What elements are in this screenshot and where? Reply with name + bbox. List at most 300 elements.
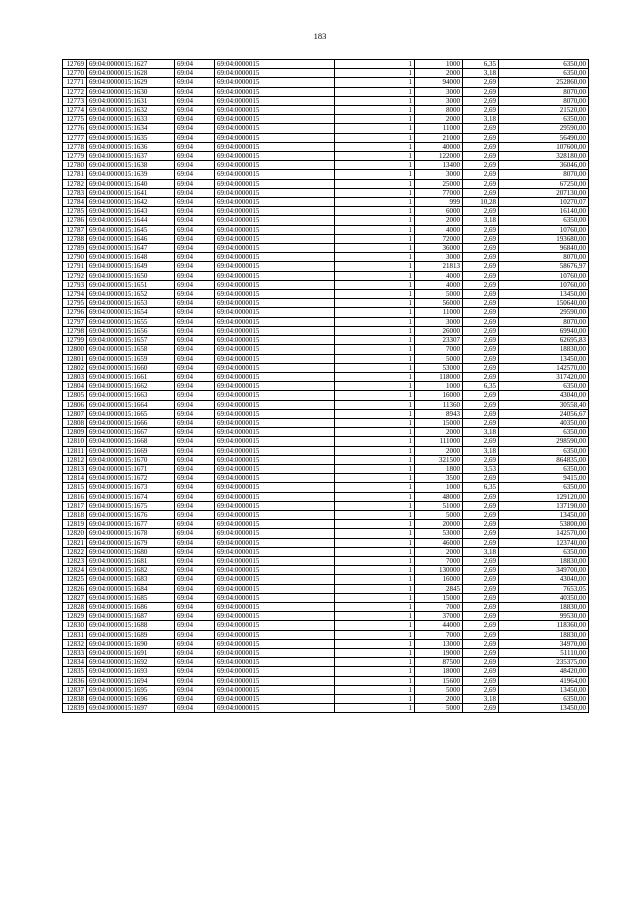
district-code-cell: 69:04 xyxy=(175,630,215,639)
cadastral-number-cell: 69:04:0000015:1628 xyxy=(87,69,175,78)
rate-cell: 2,69 xyxy=(463,170,499,179)
cadastral-number-cell: 69:04:0000015:1660 xyxy=(87,363,175,372)
rate-cell: 2,69 xyxy=(463,308,499,317)
cadastral-value-cell: 13450,00 xyxy=(499,704,589,713)
table-row xyxy=(63,584,589,593)
cadastral-value-cell: 13450,00 xyxy=(499,510,589,519)
table-row xyxy=(63,225,589,234)
quarter-code-cell: 69:04:0000015 xyxy=(215,400,335,409)
cadastral-number-cell: 69:04:0000015:1656 xyxy=(87,326,175,335)
cadastral-number-cell: 69:04:0000015:1646 xyxy=(87,234,175,243)
cadastral-value-cell: 18830,00 xyxy=(499,345,589,354)
area-cell: 2000 xyxy=(415,547,463,556)
cadastral-number-cell: 69:04:0000015:1695 xyxy=(87,685,175,694)
cadastral-value-cell: 8070,00 xyxy=(499,253,589,262)
district-code-cell: 69:04 xyxy=(175,262,215,271)
table-row xyxy=(63,308,589,317)
table-row xyxy=(63,96,589,105)
cadastral-value-cell: 193680,00 xyxy=(499,234,589,243)
row-number-cell: 12800 xyxy=(63,345,87,354)
area-cell: 23307 xyxy=(415,336,463,345)
cadastral-number-cell: 69:04:0000015:1679 xyxy=(87,538,175,547)
row-number-cell: 12782 xyxy=(63,179,87,188)
count-cell: 1 xyxy=(335,326,415,335)
quarter-code-cell: 69:04:0000015 xyxy=(215,336,335,345)
rate-cell: 2,69 xyxy=(463,317,499,326)
quarter-code-cell: 69:04:0000015 xyxy=(215,170,335,179)
cadastral-value-cell: 40350,00 xyxy=(499,418,589,427)
quarter-code-cell: 69:04:0000015 xyxy=(215,409,335,418)
quarter-code-cell: 69:04:0000015 xyxy=(215,69,335,78)
area-cell: 4000 xyxy=(415,225,463,234)
cadastral-number-cell: 69:04:0000015:1672 xyxy=(87,474,175,483)
row-number-cell: 12825 xyxy=(63,575,87,584)
count-cell: 1 xyxy=(335,382,415,391)
district-code-cell: 69:04 xyxy=(175,612,215,621)
cadastral-number-cell: 69:04:0000015:1678 xyxy=(87,529,175,538)
district-code-cell: 69:04 xyxy=(175,106,215,115)
cadastral-number-cell: 69:04:0000015:1635 xyxy=(87,133,175,142)
area-cell: 2000 xyxy=(415,216,463,225)
cadastral-value-cell: 8070,00 xyxy=(499,317,589,326)
area-cell: 1000 xyxy=(415,60,463,69)
count-cell: 1 xyxy=(335,446,415,455)
count-cell: 1 xyxy=(335,133,415,142)
page-number: 183 xyxy=(313,31,327,41)
count-cell: 1 xyxy=(335,115,415,124)
count-cell: 1 xyxy=(335,428,415,437)
district-code-cell: 69:04 xyxy=(175,474,215,483)
area-cell: 37000 xyxy=(415,612,463,621)
quarter-code-cell: 69:04:0000015 xyxy=(215,704,335,713)
cadastral-number-cell: 69:04:0000015:1687 xyxy=(87,612,175,621)
row-number-cell: 12773 xyxy=(63,96,87,105)
cadastral-number-cell: 69:04:0000015:1668 xyxy=(87,437,175,446)
cadastral-value-cell: 298590,00 xyxy=(499,437,589,446)
rate-cell: 2,69 xyxy=(463,492,499,501)
cadastral-value-cell: 9415,00 xyxy=(499,474,589,483)
table-row xyxy=(63,428,589,437)
district-code-cell: 69:04 xyxy=(175,492,215,501)
row-number-cell: 12770 xyxy=(63,69,87,78)
cadastral-number-cell: 69:04:0000015:1664 xyxy=(87,400,175,409)
count-cell: 1 xyxy=(335,602,415,611)
cadastral-value-cell: 43040,00 xyxy=(499,575,589,584)
area-cell: 118000 xyxy=(415,372,463,381)
cadastral-value-cell: 6350,00 xyxy=(499,547,589,556)
district-code-cell: 69:04 xyxy=(175,602,215,611)
cadastral-number-cell: 69:04:0000015:1636 xyxy=(87,142,175,151)
row-number-cell: 12789 xyxy=(63,244,87,253)
rate-cell: 2,69 xyxy=(463,520,499,529)
cadastral-number-cell: 69:04:0000015:1674 xyxy=(87,492,175,501)
table-row xyxy=(63,253,589,262)
cadastral-value-cell: 24056,67 xyxy=(499,409,589,418)
area-cell: 20000 xyxy=(415,520,463,529)
rate-cell: 2,69 xyxy=(463,538,499,547)
table-row xyxy=(63,649,589,658)
area-cell: 7000 xyxy=(415,556,463,565)
cadastral-value-cell: 67250,00 xyxy=(499,179,589,188)
table-row xyxy=(63,538,589,547)
rate-cell: 2,69 xyxy=(463,354,499,363)
district-code-cell: 69:04 xyxy=(175,667,215,676)
rate-cell: 2,69 xyxy=(463,529,499,538)
count-cell: 1 xyxy=(335,96,415,105)
area-cell: 16000 xyxy=(415,391,463,400)
cadastral-value-table xyxy=(62,59,589,713)
area-cell: 94000 xyxy=(415,78,463,87)
cadastral-number-cell: 69:04:0000015:1657 xyxy=(87,336,175,345)
district-code-cell: 69:04 xyxy=(175,372,215,381)
area-cell: 5000 xyxy=(415,704,463,713)
rate-cell: 3,53 xyxy=(463,464,499,473)
count-cell: 1 xyxy=(335,474,415,483)
area-cell: 77000 xyxy=(415,188,463,197)
row-number-cell: 12835 xyxy=(63,667,87,676)
count-cell: 1 xyxy=(335,87,415,96)
rate-cell: 6,35 xyxy=(463,60,499,69)
cadastral-value-cell: 8070,00 xyxy=(499,170,589,179)
cadastral-number-cell: 69:04:0000015:1677 xyxy=(87,520,175,529)
table-row xyxy=(63,115,589,124)
count-cell: 1 xyxy=(335,262,415,271)
table-row xyxy=(63,179,589,188)
row-number-cell: 12810 xyxy=(63,437,87,446)
district-code-cell: 69:04 xyxy=(175,409,215,418)
rate-cell: 2,69 xyxy=(463,262,499,271)
row-number-cell: 12832 xyxy=(63,639,87,648)
rate-cell: 2,69 xyxy=(463,253,499,262)
area-cell: 44000 xyxy=(415,621,463,630)
table-row xyxy=(63,152,589,161)
cadastral-value-cell: 6350,00 xyxy=(499,382,589,391)
quarter-code-cell: 69:04:0000015 xyxy=(215,446,335,455)
count-cell: 1 xyxy=(335,575,415,584)
quarter-code-cell: 69:04:0000015 xyxy=(215,345,335,354)
row-number-cell: 12774 xyxy=(63,106,87,115)
district-code-cell: 69:04 xyxy=(175,225,215,234)
rate-cell: 2,69 xyxy=(463,161,499,170)
table-row xyxy=(63,474,589,483)
quarter-code-cell: 69:04:0000015 xyxy=(215,326,335,335)
cadastral-number-cell: 69:04:0000015:1680 xyxy=(87,547,175,556)
quarter-code-cell: 69:04:0000015 xyxy=(215,649,335,658)
district-code-cell: 69:04 xyxy=(175,198,215,207)
quarter-code-cell: 69:04:0000015 xyxy=(215,207,335,216)
cadastral-value-cell: 6350,00 xyxy=(499,428,589,437)
table-row xyxy=(63,464,589,473)
table-row xyxy=(63,667,589,676)
area-cell: 36000 xyxy=(415,244,463,253)
district-code-cell: 69:04 xyxy=(175,556,215,565)
area-cell: 51000 xyxy=(415,501,463,510)
row-number-cell: 12815 xyxy=(63,483,87,492)
area-cell: 5000 xyxy=(415,685,463,694)
rate-cell: 2,69 xyxy=(463,621,499,630)
count-cell: 1 xyxy=(335,556,415,565)
count-cell: 1 xyxy=(335,483,415,492)
quarter-code-cell: 69:04:0000015 xyxy=(215,142,335,151)
row-number-cell: 12828 xyxy=(63,602,87,611)
row-number-cell: 12829 xyxy=(63,612,87,621)
row-number-cell: 12821 xyxy=(63,538,87,547)
row-number-cell: 12790 xyxy=(63,253,87,262)
quarter-code-cell: 69:04:0000015 xyxy=(215,639,335,648)
row-number-cell: 12816 xyxy=(63,492,87,501)
row-number-cell: 12807 xyxy=(63,409,87,418)
row-number-cell: 12778 xyxy=(63,142,87,151)
cadastral-value-cell: 8070,00 xyxy=(499,87,589,96)
rate-cell: 3,18 xyxy=(463,547,499,556)
area-cell: 111000 xyxy=(415,437,463,446)
quarter-code-cell: 69:04:0000015 xyxy=(215,510,335,519)
area-cell: 26000 xyxy=(415,326,463,335)
rate-cell: 2,69 xyxy=(463,345,499,354)
cadastral-number-cell: 69:04:0000015:1641 xyxy=(87,188,175,197)
count-cell: 1 xyxy=(335,188,415,197)
rate-cell: 2,69 xyxy=(463,391,499,400)
rate-cell: 2,69 xyxy=(463,639,499,648)
area-cell: 16000 xyxy=(415,575,463,584)
cadastral-value-cell: 29590,00 xyxy=(499,308,589,317)
table-row xyxy=(63,695,589,704)
cadastral-value-cell: 137190,00 xyxy=(499,501,589,510)
quarter-code-cell: 69:04:0000015 xyxy=(215,556,335,565)
rate-cell: 2,69 xyxy=(463,630,499,639)
count-cell: 1 xyxy=(335,271,415,280)
table-row xyxy=(63,446,589,455)
cadastral-number-cell: 69:04:0000015:1675 xyxy=(87,501,175,510)
district-code-cell: 69:04 xyxy=(175,345,215,354)
quarter-code-cell: 69:04:0000015 xyxy=(215,354,335,363)
cadastral-number-cell: 69:04:0000015:1691 xyxy=(87,649,175,658)
district-code-cell: 69:04 xyxy=(175,400,215,409)
quarter-code-cell: 69:04:0000015 xyxy=(215,483,335,492)
count-cell: 1 xyxy=(335,593,415,602)
rate-cell: 2,69 xyxy=(463,501,499,510)
row-number-cell: 12787 xyxy=(63,225,87,234)
cadastral-value-cell: 123740,00 xyxy=(499,538,589,547)
count-cell: 1 xyxy=(335,198,415,207)
quarter-code-cell: 69:04:0000015 xyxy=(215,391,335,400)
table-row xyxy=(63,161,589,170)
cadastral-number-cell: 69:04:0000015:1689 xyxy=(87,630,175,639)
table-row xyxy=(63,69,589,78)
row-number-cell: 12786 xyxy=(63,216,87,225)
row-number-cell: 12838 xyxy=(63,695,87,704)
rate-cell: 2,69 xyxy=(463,188,499,197)
quarter-code-cell: 69:04:0000015 xyxy=(215,685,335,694)
table-row xyxy=(63,299,589,308)
count-cell: 1 xyxy=(335,639,415,648)
row-number-cell: 12795 xyxy=(63,299,87,308)
table-row xyxy=(63,78,589,87)
district-code-cell: 69:04 xyxy=(175,418,215,427)
row-number-cell: 12823 xyxy=(63,556,87,565)
district-code-cell: 69:04 xyxy=(175,317,215,326)
area-cell: 321500 xyxy=(415,455,463,464)
count-cell: 1 xyxy=(335,345,415,354)
district-code-cell: 69:04 xyxy=(175,510,215,519)
quarter-code-cell: 69:04:0000015 xyxy=(215,244,335,253)
district-code-cell: 69:04 xyxy=(175,501,215,510)
row-number-cell: 12784 xyxy=(63,198,87,207)
cadastral-value-cell: 8070,00 xyxy=(499,96,589,105)
cadastral-number-cell: 69:04:0000015:1692 xyxy=(87,658,175,667)
row-number-cell: 12819 xyxy=(63,520,87,529)
table-row xyxy=(63,510,589,519)
quarter-code-cell: 69:04:0000015 xyxy=(215,216,335,225)
district-code-cell: 69:04 xyxy=(175,336,215,345)
district-code-cell: 69:04 xyxy=(175,695,215,704)
table-row xyxy=(63,593,589,602)
area-cell: 11000 xyxy=(415,124,463,133)
rate-cell: 10,28 xyxy=(463,198,499,207)
cadastral-value-cell: 53800,00 xyxy=(499,520,589,529)
count-cell: 1 xyxy=(335,363,415,372)
count-cell: 1 xyxy=(335,667,415,676)
cadastral-value-cell: 40350,00 xyxy=(499,593,589,602)
row-number-cell: 12831 xyxy=(63,630,87,639)
count-cell: 1 xyxy=(335,161,415,170)
quarter-code-cell: 69:04:0000015 xyxy=(215,658,335,667)
area-cell: 72000 xyxy=(415,234,463,243)
district-code-cell: 69:04 xyxy=(175,244,215,253)
area-cell: 3000 xyxy=(415,317,463,326)
cadastral-value-cell: 6350,00 xyxy=(499,695,589,704)
district-code-cell: 69:04 xyxy=(175,428,215,437)
district-code-cell: 69:04 xyxy=(175,391,215,400)
row-number-cell: 12799 xyxy=(63,336,87,345)
cadastral-value-cell: 235375,00 xyxy=(499,658,589,667)
table-row xyxy=(63,492,589,501)
rate-cell: 2,69 xyxy=(463,336,499,345)
district-code-cell: 69:04 xyxy=(175,60,215,69)
quarter-code-cell: 69:04:0000015 xyxy=(215,602,335,611)
quarter-code-cell: 69:04:0000015 xyxy=(215,584,335,593)
row-number-cell: 12820 xyxy=(63,529,87,538)
cadastral-number-cell: 69:04:0000015:1634 xyxy=(87,124,175,133)
district-code-cell: 69:04 xyxy=(175,538,215,547)
cadastral-value-cell: 13450,00 xyxy=(499,685,589,694)
cadastral-number-cell: 69:04:0000015:1639 xyxy=(87,170,175,179)
cadastral-number-cell: 69:04:0000015:1659 xyxy=(87,354,175,363)
count-cell: 1 xyxy=(335,78,415,87)
row-number-cell: 12827 xyxy=(63,593,87,602)
row-number-cell: 12822 xyxy=(63,547,87,556)
area-cell: 21813 xyxy=(415,262,463,271)
rate-cell: 2,69 xyxy=(463,142,499,151)
table-row xyxy=(63,391,589,400)
cadastral-value-cell: 6350,00 xyxy=(499,446,589,455)
table-row xyxy=(63,455,589,464)
count-cell: 1 xyxy=(335,547,415,556)
quarter-code-cell: 69:04:0000015 xyxy=(215,152,335,161)
cadastral-value-cell: 6350,00 xyxy=(499,69,589,78)
cadastral-number-cell: 69:04:0000015:1640 xyxy=(87,179,175,188)
count-cell: 1 xyxy=(335,179,415,188)
count-cell: 1 xyxy=(335,584,415,593)
quarter-code-cell: 69:04:0000015 xyxy=(215,280,335,289)
cadastral-value-cell: 10270,07 xyxy=(499,198,589,207)
row-number-cell: 12793 xyxy=(63,280,87,289)
table-row xyxy=(63,170,589,179)
row-number-cell: 12826 xyxy=(63,584,87,593)
table-row xyxy=(63,262,589,271)
row-number-cell: 12797 xyxy=(63,317,87,326)
quarter-code-cell: 69:04:0000015 xyxy=(215,621,335,630)
row-number-cell: 12818 xyxy=(63,510,87,519)
district-code-cell: 69:04 xyxy=(175,152,215,161)
cadastral-value-cell: 48420,00 xyxy=(499,667,589,676)
row-number-cell: 12836 xyxy=(63,676,87,685)
quarter-code-cell: 69:04:0000015 xyxy=(215,575,335,584)
cadastral-number-cell: 69:04:0000015:1676 xyxy=(87,510,175,519)
table-row xyxy=(63,133,589,142)
quarter-code-cell: 69:04:0000015 xyxy=(215,428,335,437)
district-code-cell: 69:04 xyxy=(175,584,215,593)
district-code-cell: 69:04 xyxy=(175,354,215,363)
row-number-cell: 12772 xyxy=(63,87,87,96)
rate-cell: 6,35 xyxy=(463,382,499,391)
cadastral-number-cell: 69:04:0000015:1669 xyxy=(87,446,175,455)
cadastral-value-cell: 10760,00 xyxy=(499,225,589,234)
table-row xyxy=(63,354,589,363)
count-cell: 1 xyxy=(335,510,415,519)
rate-cell: 2,69 xyxy=(463,124,499,133)
rate-cell: 2,69 xyxy=(463,225,499,234)
cadastral-value-cell: 43040,00 xyxy=(499,391,589,400)
area-cell: 4000 xyxy=(415,280,463,289)
cadastral-value-cell: 7653,05 xyxy=(499,584,589,593)
quarter-code-cell: 69:04:0000015 xyxy=(215,133,335,142)
count-cell: 1 xyxy=(335,60,415,69)
cadastral-value-cell: 118360,00 xyxy=(499,621,589,630)
quarter-code-cell: 69:04:0000015 xyxy=(215,271,335,280)
rate-cell: 2,69 xyxy=(463,244,499,253)
district-code-cell: 69:04 xyxy=(175,161,215,170)
area-cell: 53000 xyxy=(415,529,463,538)
count-cell: 1 xyxy=(335,621,415,630)
table-row xyxy=(63,87,589,96)
rate-cell: 2,69 xyxy=(463,87,499,96)
row-number-cell: 12796 xyxy=(63,308,87,317)
area-cell: 11000 xyxy=(415,308,463,317)
district-code-cell: 69:04 xyxy=(175,115,215,124)
table-row xyxy=(63,612,589,621)
area-cell: 19000 xyxy=(415,649,463,658)
area-cell: 1800 xyxy=(415,464,463,473)
cadastral-number-cell: 69:04:0000015:1685 xyxy=(87,593,175,602)
quarter-code-cell: 69:04:0000015 xyxy=(215,418,335,427)
cadastral-number-cell: 69:04:0000015:1654 xyxy=(87,308,175,317)
table-row xyxy=(63,400,589,409)
cadastral-value-cell: 317420,00 xyxy=(499,372,589,381)
quarter-code-cell: 69:04:0000015 xyxy=(215,60,335,69)
district-code-cell: 69:04 xyxy=(175,566,215,575)
rate-cell: 2,69 xyxy=(463,676,499,685)
rate-cell: 2,69 xyxy=(463,271,499,280)
cadastral-value-cell: 41964,00 xyxy=(499,676,589,685)
rate-cell: 2,69 xyxy=(463,326,499,335)
table-row xyxy=(63,566,589,575)
cadastral-number-cell: 69:04:0000015:1670 xyxy=(87,455,175,464)
count-cell: 1 xyxy=(335,69,415,78)
quarter-code-cell: 69:04:0000015 xyxy=(215,492,335,501)
cadastral-number-cell: 69:04:0000015:1662 xyxy=(87,382,175,391)
count-cell: 1 xyxy=(335,437,415,446)
